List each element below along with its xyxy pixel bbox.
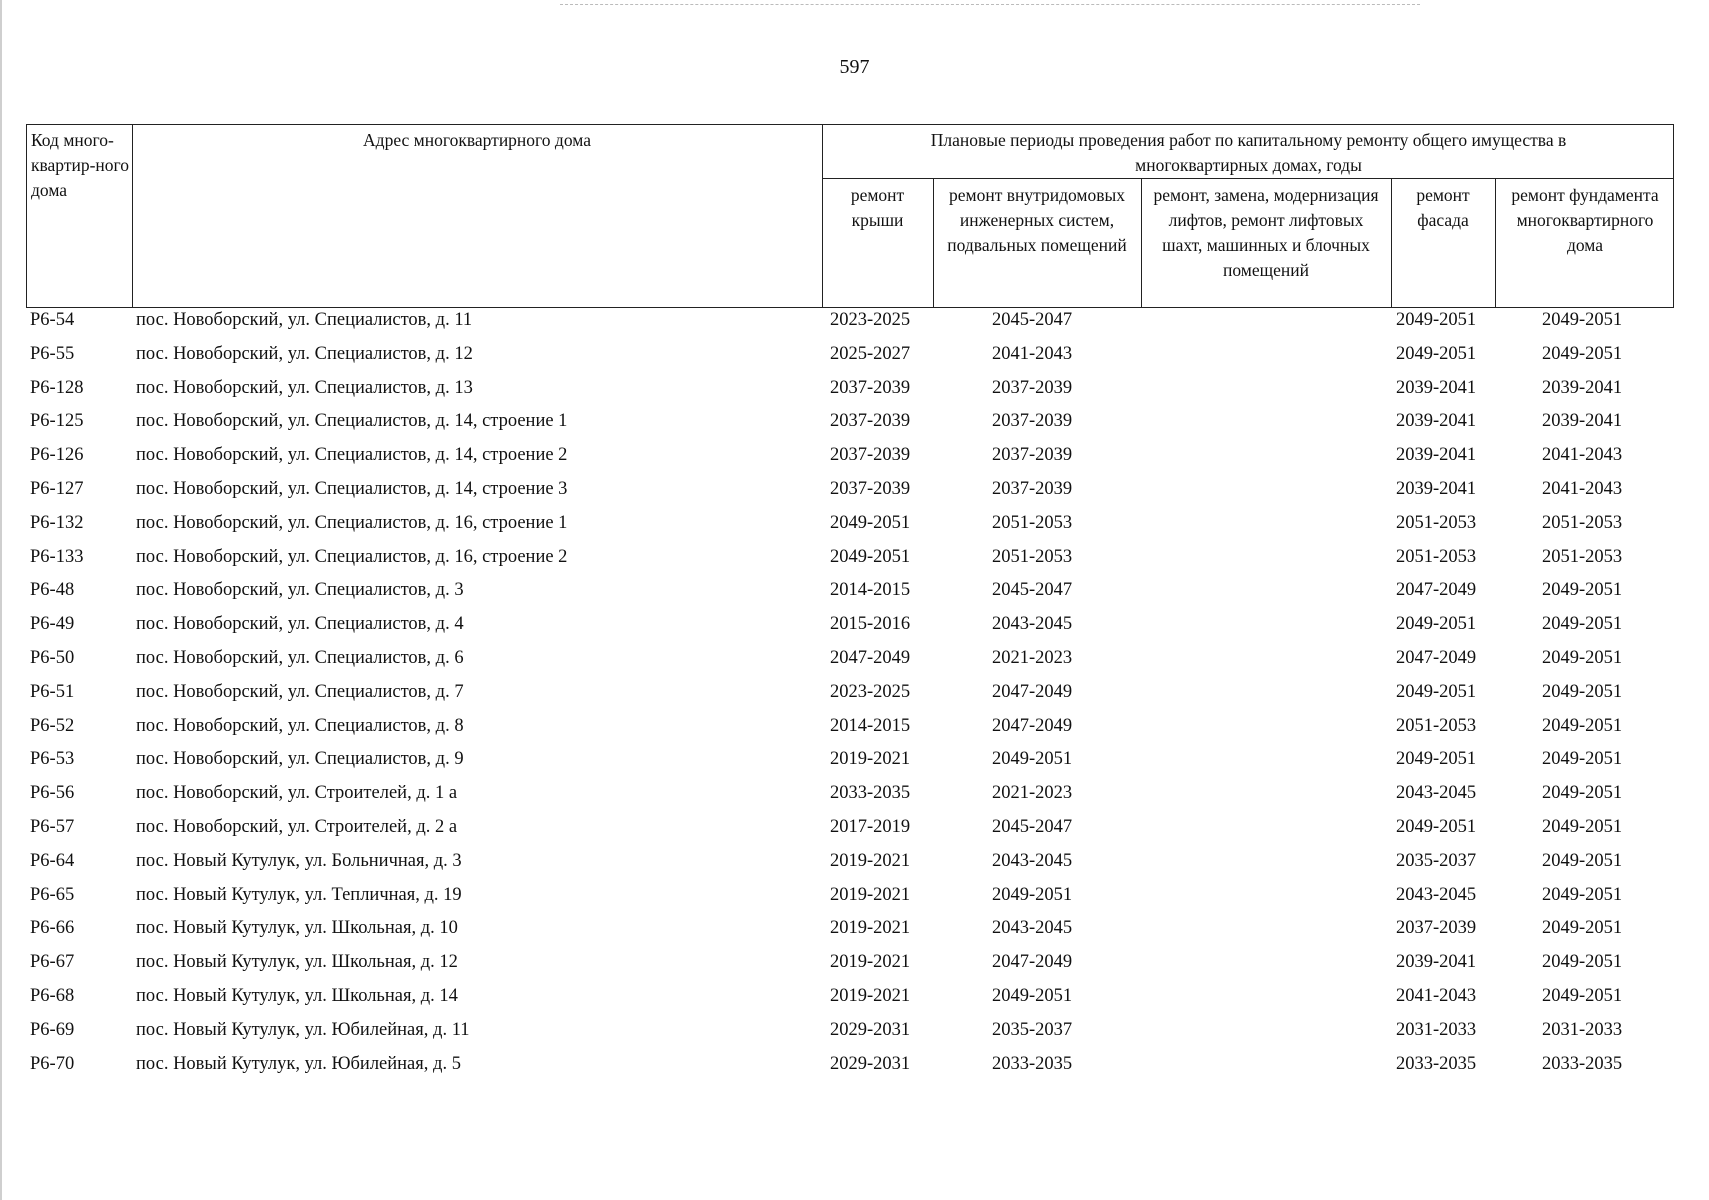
cell-roof: 2015-2016 — [830, 614, 911, 635]
cell-code: Р6-66 — [30, 918, 75, 939]
cell-foundation: 2049-2051 — [1542, 681, 1623, 702]
cell-address: пос. Новый Кутулук, ул. Больничная, д. 3 — [136, 850, 462, 871]
scan-artifact-line — [560, 4, 1420, 5]
cell-foundation: 2049-2051 — [1542, 749, 1623, 770]
cell-foundation: 2049-2051 — [1542, 343, 1623, 364]
table-row — [26, 883, 1674, 917]
cell-roof: 2033-2035 — [830, 783, 911, 804]
cell-roof: 2019-2021 — [830, 918, 911, 939]
cell-foundation: 2049-2051 — [1542, 985, 1623, 1006]
table-row — [26, 477, 1674, 511]
header-address: Адрес многоквартирного дома — [363, 130, 591, 150]
cell-code: Р6-70 — [30, 1053, 75, 1074]
header-foundation: ремонт фундамента многоквартирного дома — [1511, 185, 1659, 255]
cell-facade: 2049-2051 — [1396, 614, 1477, 635]
cell-facade: 2039-2041 — [1396, 411, 1477, 432]
cell-code: Р6-48 — [30, 580, 75, 601]
cell-facade: 2049-2051 — [1396, 343, 1477, 364]
cell-roof: 2047-2049 — [830, 647, 911, 668]
cell-foundation: 2049-2051 — [1542, 715, 1623, 736]
cell-engineering: 2037-2039 — [992, 377, 1073, 398]
cell-code: Р6-128 — [30, 377, 84, 398]
cell-roof: 2017-2019 — [830, 816, 911, 837]
cell-roof: 2029-2031 — [830, 1019, 911, 1040]
cell-engineering: 2051-2053 — [992, 546, 1073, 567]
cell-address: пос. Новоборский, ул. Специалистов, д. 16, строение 2 — [136, 546, 568, 567]
cell-facade: 2049-2051 — [1396, 749, 1477, 770]
header-facade: ремонт фасада — [1416, 185, 1470, 230]
cell-roof: 2037-2039 — [830, 478, 911, 499]
cell-engineering: 2049-2051 — [992, 985, 1073, 1006]
cell-roof: 2014-2015 — [830, 580, 911, 601]
cell-roof: 2037-2039 — [830, 377, 911, 398]
cell-engineering: 2021-2023 — [992, 647, 1073, 668]
cell-address: пос. Новоборский, ул. Строителей, д. 2 а — [136, 816, 458, 837]
cell-engineering: 2045-2047 — [992, 816, 1073, 837]
cell-address: пос. Новоборский, ул. Специалистов, д. 11 — [136, 310, 473, 330]
cell-address: пос. Новоборский, ул. Специалистов, д. 16, строение 1 — [136, 512, 568, 533]
table-row — [26, 680, 1674, 714]
cell-roof: 2019-2021 — [830, 952, 911, 973]
cell-foundation: 2039-2041 — [1542, 377, 1623, 398]
cell-code: Р6-53 — [30, 749, 75, 770]
page-number: 597 — [839, 56, 870, 78]
cell-facade: 2051-2053 — [1396, 715, 1477, 736]
table-header — [26, 124, 1674, 308]
cell-address: пос. Новоборский, ул. Специалистов, д. 14, строение 3 — [136, 478, 568, 499]
cell-facade: 2047-2049 — [1396, 647, 1477, 668]
cell-roof: 2037-2039 — [830, 445, 911, 466]
cell-address: пос. Новоборский, ул. Специалистов, д. 14, строение 2 — [136, 445, 568, 466]
cell-engineering: 2041-2043 — [992, 343, 1073, 364]
cell-engineering: 2049-2051 — [992, 884, 1073, 905]
cell-foundation: 2049-2051 — [1542, 614, 1623, 635]
table-row — [26, 646, 1674, 680]
cell-foundation: 2033-2035 — [1542, 1053, 1623, 1074]
cell-code: Р6-125 — [30, 411, 84, 432]
cell-address: пос. Новоборский, ул. Специалистов, д. 8 — [136, 715, 464, 736]
table-row — [26, 747, 1674, 781]
table-row — [26, 781, 1674, 815]
cell-engineering: 2043-2045 — [992, 614, 1073, 635]
cell-address: пос. Новоборский, ул. Специалистов, д. 7 — [136, 681, 464, 702]
cell-engineering: 2051-2053 — [992, 512, 1073, 533]
cell-roof: 2037-2039 — [830, 411, 911, 432]
cell-code: Р6-56 — [30, 783, 75, 804]
cell-roof: 2049-2051 — [830, 512, 911, 533]
table-row — [26, 376, 1674, 410]
table-row — [26, 308, 1674, 342]
cell-address: пос. Новоборский, ул. Специалистов, д. 4 — [136, 614, 464, 635]
cell-address: пос. Новый Кутулук, ул. Юбилейная, д. 5 — [136, 1053, 461, 1074]
cell-facade: 2043-2045 — [1396, 783, 1477, 804]
cell-address: пос. Новоборский, ул. Специалистов, д. 13 — [136, 377, 473, 398]
cell-facade: 2049-2051 — [1396, 310, 1477, 330]
table-row — [26, 984, 1674, 1018]
cell-code: Р6-69 — [30, 1019, 75, 1040]
cell-address: пос. Новый Кутулук, ул. Школьная, д. 14 — [136, 985, 458, 1006]
cell-foundation: 2031-2033 — [1542, 1019, 1623, 1040]
cell-foundation: 2049-2051 — [1542, 884, 1623, 905]
table-row — [26, 342, 1674, 376]
cell-engineering: 2037-2039 — [992, 445, 1073, 466]
cell-engineering: 2021-2023 — [992, 783, 1073, 804]
table-row — [26, 409, 1674, 443]
cell-engineering: 2043-2045 — [992, 850, 1073, 871]
cell-roof: 2049-2051 — [830, 546, 911, 567]
cell-foundation: 2041-2043 — [1542, 445, 1623, 466]
scan-edge — [0, 0, 2, 1200]
cell-facade: 2047-2049 — [1396, 580, 1477, 601]
cell-roof: 2023-2025 — [830, 310, 911, 330]
cell-address: пос. Новый Кутулук, ул. Школьная, д. 12 — [136, 952, 458, 973]
header-engineering: ремонт внутридомовых инженерных систем, подвальных помещений — [947, 185, 1127, 255]
cell-facade: 2039-2041 — [1396, 377, 1477, 398]
cell-code: Р6-55 — [30, 343, 75, 364]
cell-code: Р6-50 — [30, 647, 75, 668]
cell-code: Р6-54 — [30, 310, 75, 330]
cell-address: пос. Новый Кутулук, ул. Тепличная, д. 19 — [136, 884, 462, 905]
table-row — [26, 545, 1674, 579]
cell-code: Р6-67 — [30, 952, 75, 973]
cell-code: Р6-52 — [30, 715, 75, 736]
cell-address: пос. Новый Кутулук, ул. Юбилейная, д. 11 — [136, 1019, 470, 1040]
cell-foundation: 2049-2051 — [1542, 850, 1623, 871]
cell-engineering: 2047-2049 — [992, 681, 1073, 702]
cell-facade: 2051-2053 — [1396, 546, 1477, 567]
cell-foundation: 2041-2043 — [1542, 478, 1623, 499]
cell-engineering: 2047-2049 — [992, 715, 1073, 736]
cell-facade: 2041-2043 — [1396, 985, 1477, 1006]
table-row — [26, 815, 1674, 849]
cell-foundation: 2039-2041 — [1542, 411, 1623, 432]
cell-facade: 2049-2051 — [1396, 681, 1477, 702]
table-row — [26, 612, 1674, 646]
header-code: Код много-квартир-ного дома — [31, 130, 130, 200]
table-row — [26, 950, 1674, 984]
cell-facade: 2031-2033 — [1396, 1019, 1477, 1040]
cell-address: пос. Новоборский, ул. Специалистов, д. 6 — [136, 647, 464, 668]
cell-engineering: 2049-2051 — [992, 749, 1073, 770]
cell-address: пос. Новоборский, ул. Специалистов, д. 3 — [136, 580, 464, 601]
table-row — [26, 443, 1674, 477]
cell-code: Р6-65 — [30, 884, 75, 905]
cell-roof: 2025-2027 — [830, 343, 911, 364]
header-elevators: ремонт, замена, модернизация лифтов, ремонт лифтовых шахт, машинных и блочных помещений — [1153, 185, 1379, 280]
header-planned-periods: Плановые периоды проведения работ по капитальному ремонту общего имущества в многоквартирных домах, годы — [930, 130, 1567, 175]
cell-code: Р6-132 — [30, 512, 84, 533]
cell-address: пос. Новоборский, ул. Строителей, д. 1 а — [136, 783, 458, 804]
table-row — [26, 578, 1674, 612]
table-row — [26, 1018, 1674, 1052]
cell-foundation: 2049-2051 — [1542, 647, 1623, 668]
cell-foundation: 2051-2053 — [1542, 546, 1623, 567]
cell-roof: 2019-2021 — [830, 850, 911, 871]
cell-engineering: 2047-2049 — [992, 952, 1073, 973]
cell-address: пос. Новоборский, ул. Специалистов, д. 9 — [136, 749, 464, 770]
cell-facade: 2043-2045 — [1396, 884, 1477, 905]
cell-code: Р6-57 — [30, 816, 75, 837]
table-row — [26, 916, 1674, 950]
cell-code: Р6-51 — [30, 681, 75, 702]
header-roof: ремонт крыши — [850, 185, 905, 230]
cell-address: пос. Новоборский, ул. Специалистов, д. 12 — [136, 343, 473, 364]
cell-facade: 2051-2053 — [1396, 512, 1477, 533]
cell-address: пос. Новый Кутулук, ул. Школьная, д. 10 — [136, 918, 458, 939]
cell-engineering: 2043-2045 — [992, 918, 1073, 939]
cell-engineering: 2045-2047 — [992, 580, 1073, 601]
cell-facade: 2049-2051 — [1396, 816, 1477, 837]
cell-engineering: 2045-2047 — [992, 310, 1073, 330]
cell-facade: 2039-2041 — [1396, 952, 1477, 973]
table-row — [26, 1052, 1674, 1086]
cell-foundation: 2049-2051 — [1542, 580, 1623, 601]
cell-engineering: 2033-2035 — [992, 1053, 1073, 1074]
cell-roof: 2014-2015 — [830, 715, 911, 736]
cell-foundation: 2049-2051 — [1542, 816, 1623, 837]
cell-code: Р6-68 — [30, 985, 75, 1006]
cell-facade: 2039-2041 — [1396, 478, 1477, 499]
cell-roof: 2019-2021 — [830, 884, 911, 905]
cell-facade: 2039-2041 — [1396, 445, 1477, 466]
cell-facade: 2033-2035 — [1396, 1053, 1477, 1074]
cell-roof: 2019-2021 — [830, 985, 911, 1006]
cell-foundation: 2049-2051 — [1542, 918, 1623, 939]
cell-code: Р6-127 — [30, 478, 84, 499]
cell-foundation: 2049-2051 — [1542, 310, 1623, 330]
cell-code: Р6-133 — [30, 546, 84, 567]
cell-code: Р6-126 — [30, 445, 84, 466]
cell-engineering: 2037-2039 — [992, 478, 1073, 499]
cell-foundation: 2051-2053 — [1542, 512, 1623, 533]
table-row — [26, 714, 1674, 748]
cell-engineering: 2035-2037 — [992, 1019, 1073, 1040]
cell-code: Р6-49 — [30, 614, 75, 635]
cell-roof: 2023-2025 — [830, 681, 911, 702]
cell-code: Р6-64 — [30, 850, 75, 871]
table-row — [26, 849, 1674, 883]
cell-address: пос. Новоборский, ул. Специалистов, д. 14, строение 1 — [136, 411, 568, 432]
cell-roof: 2019-2021 — [830, 749, 911, 770]
cell-engineering: 2037-2039 — [992, 411, 1073, 432]
table-row — [26, 511, 1674, 545]
cell-roof: 2029-2031 — [830, 1053, 911, 1074]
cell-facade: 2037-2039 — [1396, 918, 1477, 939]
table-body — [26, 308, 1674, 1085]
cell-foundation: 2049-2051 — [1542, 952, 1623, 973]
cell-foundation: 2049-2051 — [1542, 783, 1623, 804]
cell-facade: 2035-2037 — [1396, 850, 1477, 871]
